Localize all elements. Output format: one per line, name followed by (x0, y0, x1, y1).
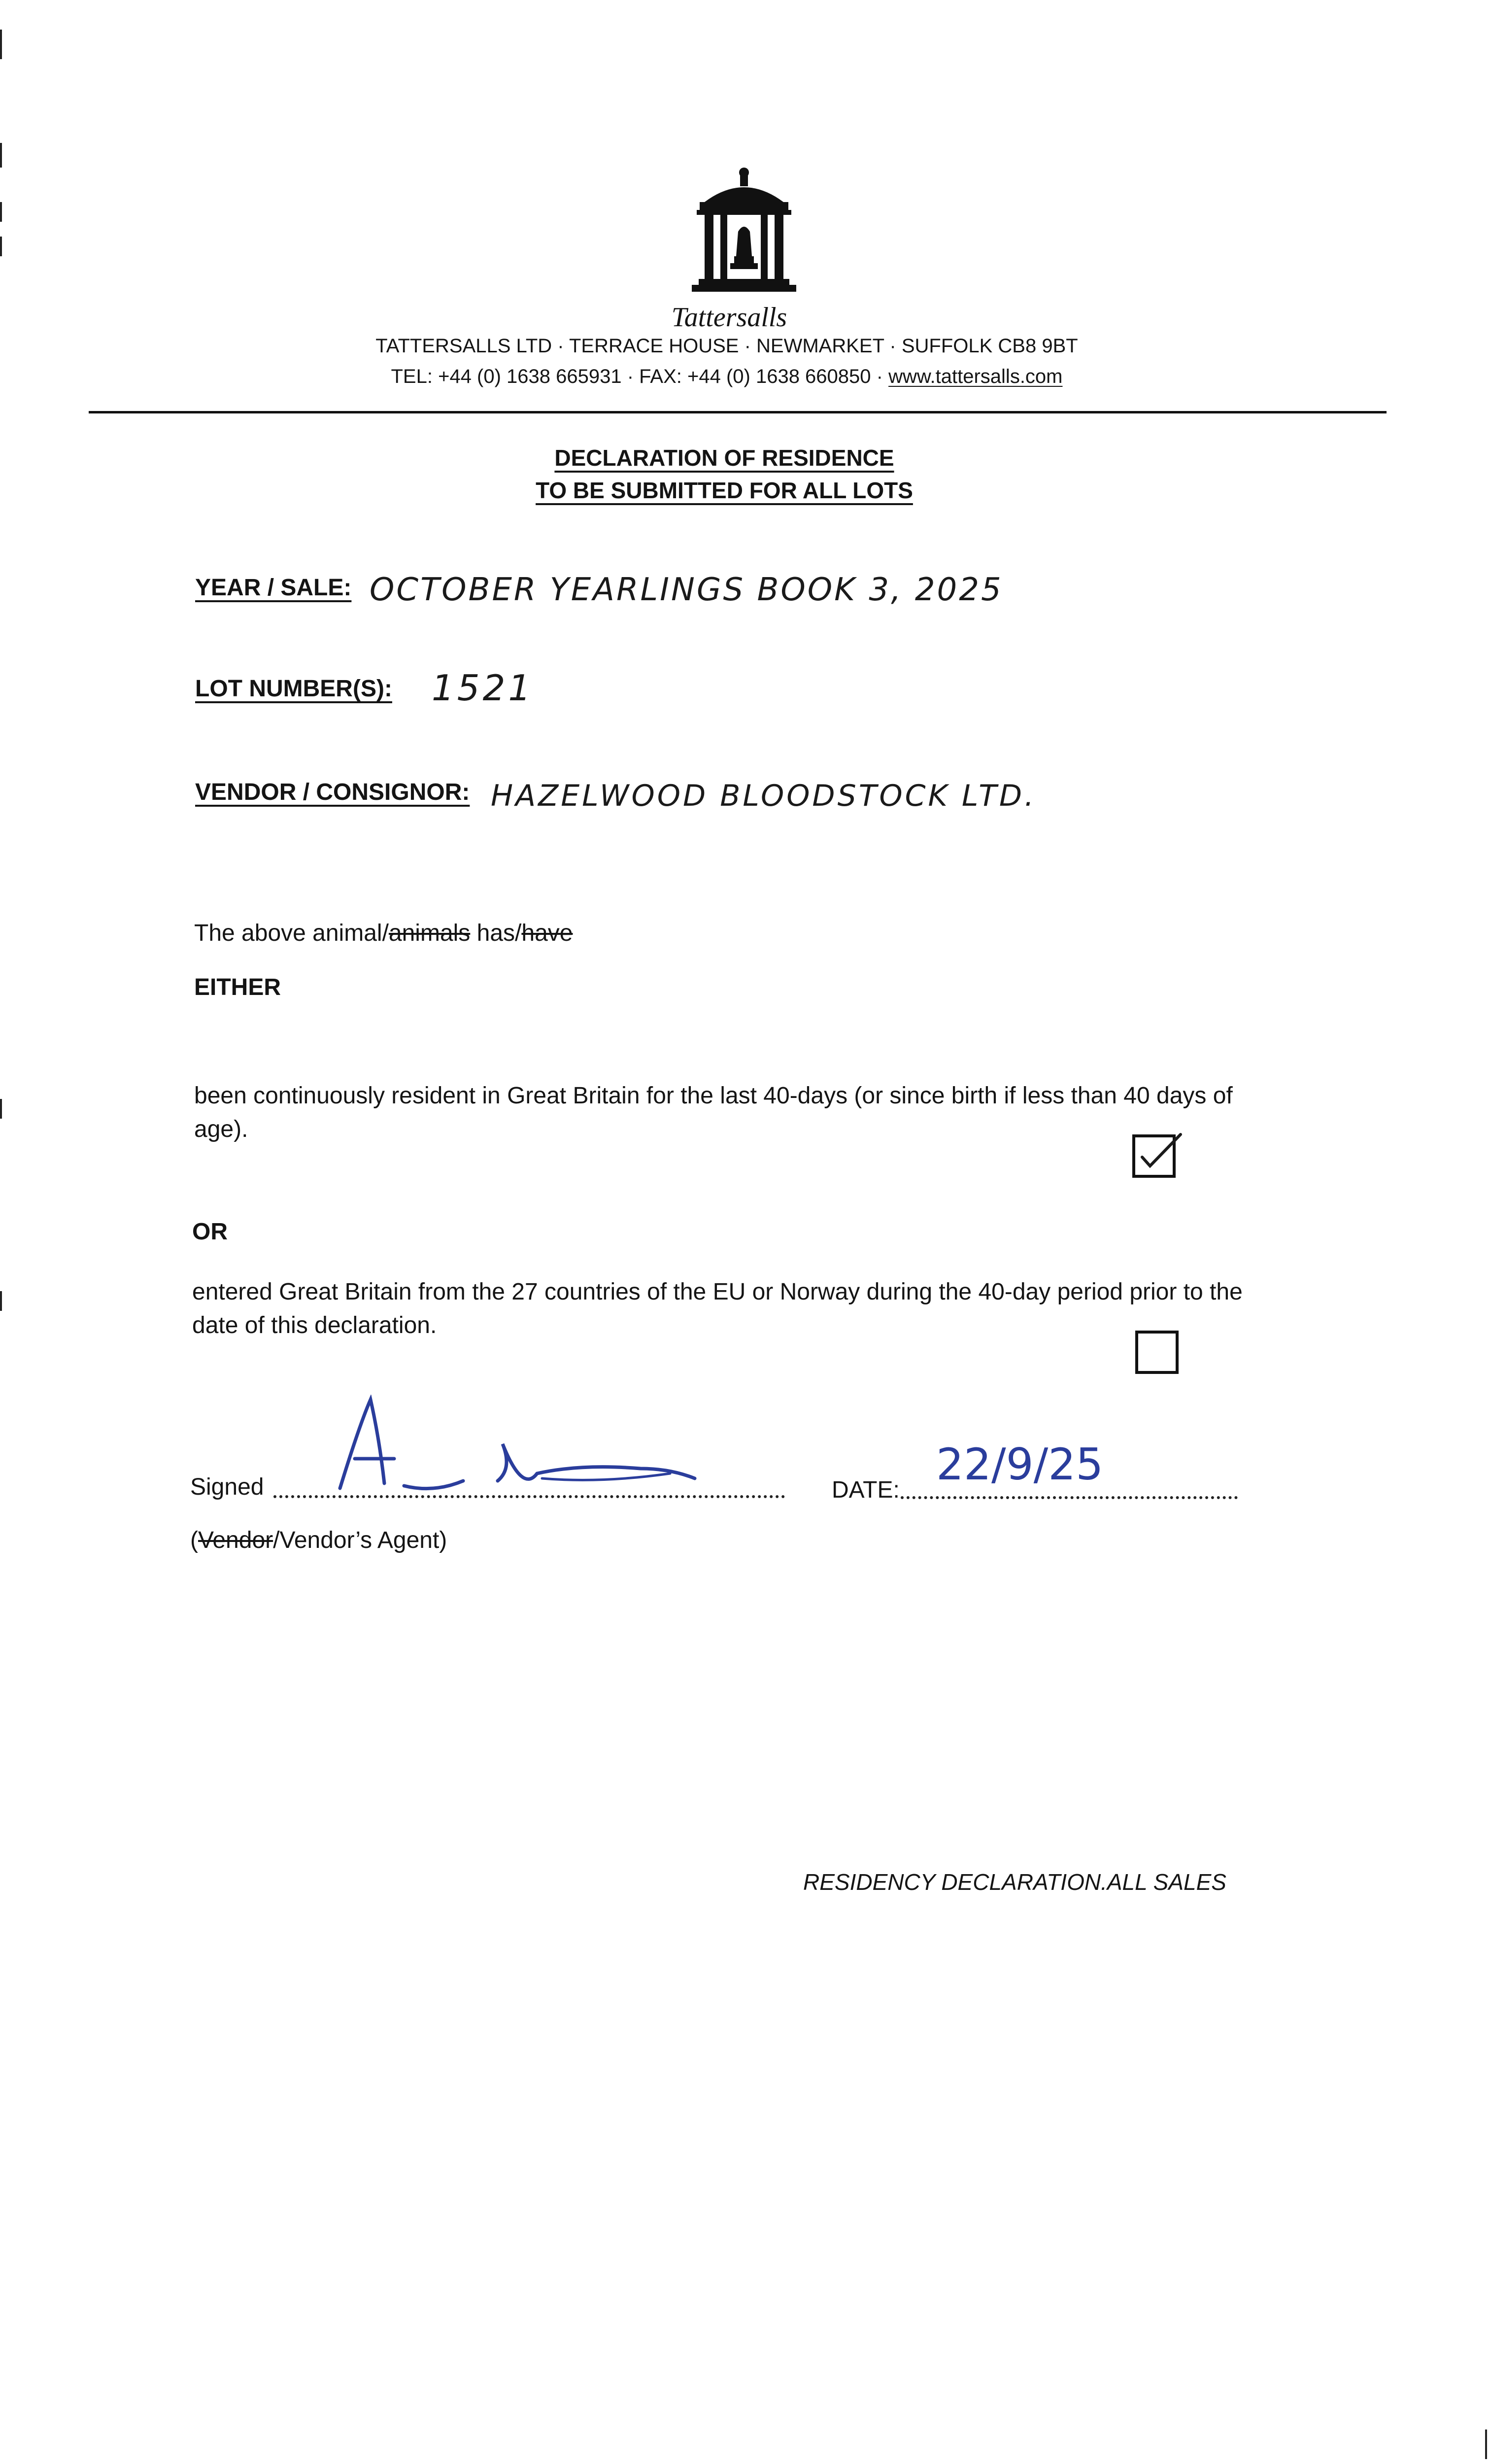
either-heading: EITHER (194, 974, 281, 1000)
year-sale-label: YEAR / SALE: (195, 575, 352, 601)
scan-edge-mark (0, 30, 2, 59)
vendor-consignor-label: VENDOR / CONSIGNOR: (195, 779, 470, 805)
rotunda-logo-icon (685, 168, 803, 301)
option-1-text: been continuously resident in Great Britain for the last 40-days (or since birth if less than 40 days of age). (194, 1083, 1233, 1142)
signed-label: Signed (190, 1474, 264, 1500)
intro-text-a: The above animal/ (194, 920, 389, 946)
role-suffix: /Vendor’s Agent) (273, 1527, 447, 1553)
contact-phone-fax: TEL: +44 (0) 1638 665931 · FAX: +44 (0) 1638 660850 · (391, 366, 889, 387)
handwritten-signature-icon (325, 1395, 739, 1498)
intro-text-b: has/ (470, 920, 522, 946)
year-sale-value: OCTOBER YEARLINGS BOOK 3, 2025 (370, 572, 1003, 608)
role-prefix: ( (190, 1527, 198, 1553)
option-2-checkbox[interactable] (1135, 1331, 1179, 1374)
scan-edge-mark (0, 1099, 2, 1119)
intro-struck-animals: animals (388, 920, 471, 946)
scan-edge-mark (0, 1291, 2, 1311)
tick-mark-icon (1135, 1137, 1173, 1175)
intro-struck-have: have (521, 920, 573, 946)
date-label: DATE: (832, 1477, 900, 1503)
form-reference: RESIDENCY DECLARATION.ALL SALES (803, 1869, 1226, 1895)
scan-edge-mark (0, 202, 2, 222)
scan-edge-mark (0, 237, 2, 256)
role-struck-vendor: Vendor (198, 1527, 273, 1553)
lot-number-value: 1521 (432, 667, 534, 709)
date-value: 22/9/25 (936, 1439, 1104, 1490)
company-contact (0, 366, 1454, 388)
signature-scribble (325, 1395, 739, 1498)
document-subtitle: TO BE SUBMITTED FOR ALL LOTS (536, 478, 913, 503)
document-title: DECLARATION OF RESIDENCE (554, 445, 894, 471)
header-divider (89, 411, 1387, 413)
vendor-consignor-value: HAZELWOOD BLOODSTOCK LTD. (491, 779, 1037, 813)
option-2-text: entered Great Britain from the 27 countries of the EU or Norway during the 40-day period prior to the date of this declaration. (192, 1279, 1243, 1338)
scan-edge-mark (0, 143, 2, 168)
or-heading: OR (192, 1219, 228, 1245)
tattersalls-logo (685, 168, 803, 301)
scan-edge-mark (1485, 2430, 1487, 2459)
signatory-role (190, 1527, 447, 1554)
intro-statement (194, 920, 573, 947)
lot-number-label: LOT NUMBER(S): (195, 676, 392, 702)
website-link[interactable]: www.tattersalls.com (888, 366, 1063, 387)
date-dotted-line (901, 1496, 1238, 1499)
brand-name: Tattersalls (671, 302, 787, 333)
option-1-checkbox[interactable] (1132, 1134, 1176, 1178)
company-address: TATTERSALLS LTD · TERRACE HOUSE · NEWMARKET · SUFFOLK CB8 9BT (375, 335, 1078, 357)
